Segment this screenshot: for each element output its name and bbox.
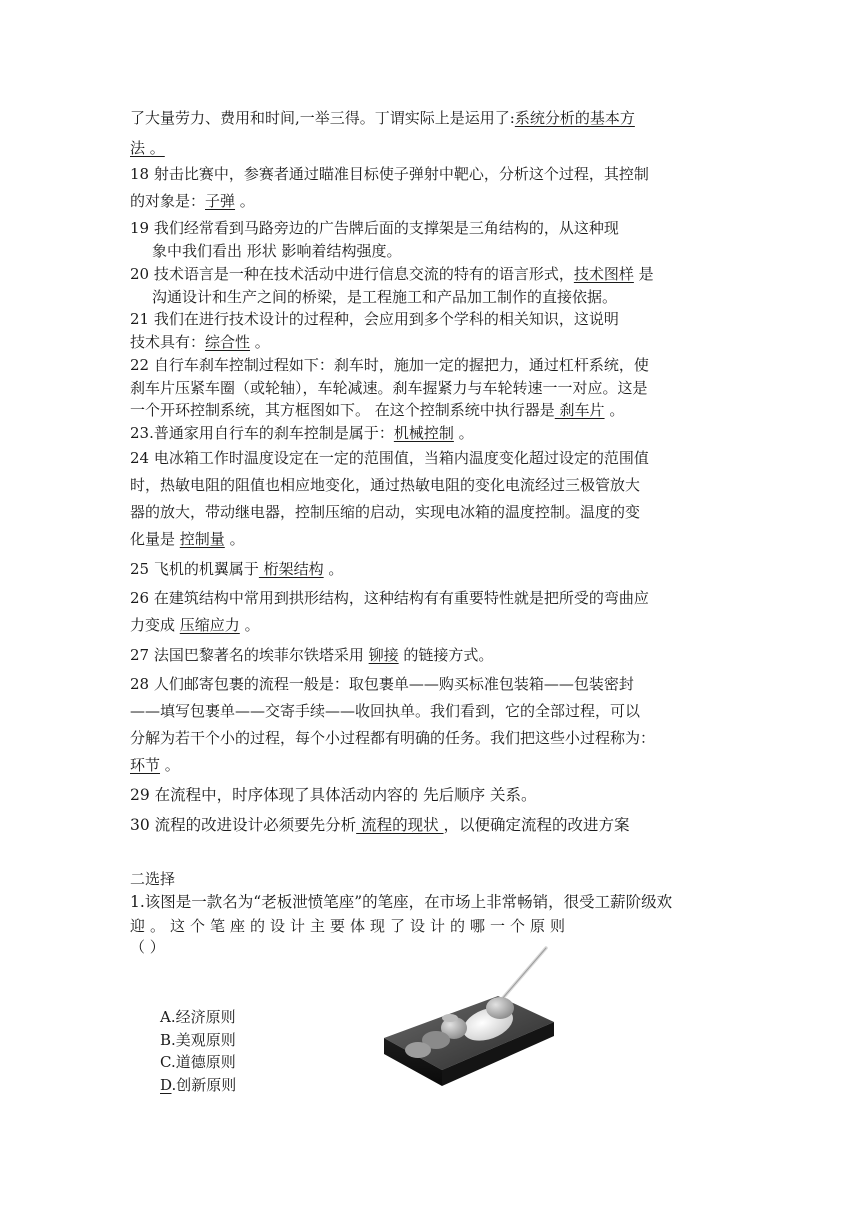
- answer-blank: 子弹: [205, 192, 236, 210]
- option-c: C.道德原则: [160, 1053, 236, 1071]
- text-line: 25 飞机的机翼属于 桁架结构 。: [130, 560, 344, 578]
- answer-blank: 铆接: [368, 646, 399, 664]
- text-line: 28 人们邮寄包裹的流程一般是：取包裹单——购买标准包装箱——包装密封: [130, 675, 634, 693]
- section-title: 二选择: [130, 870, 176, 888]
- answer-blank: 环节: [130, 756, 161, 774]
- question-text: 1.该图是一款名为“老板泄愤笔座”的笔座，在市场上非常畅销，很受工薪阶级欢: [130, 893, 673, 911]
- text-line: 刹车片压紧车圈（或轮轴），车轮减速。刹车握紧力与车轮转速一一对应。这是: [130, 379, 648, 397]
- text-line: 的对象是：子弹 。: [130, 192, 255, 210]
- text-line: 20 技术语言是一种在技术活动中进行信息交流的特有的语言形式，技术图样 是: [130, 265, 654, 283]
- option-a: A.经济原则: [160, 1008, 236, 1026]
- text-line: 化量是 控制量 。: [130, 530, 245, 548]
- text-line: 象中我们看出 形状 影响着结构强度。: [152, 242, 402, 260]
- text-line: 26 在建筑结构中常用到拱形结构，这种结构有有重要特性就是把所受的弯曲应: [130, 589, 649, 607]
- text-line: 19 我们经常看到马路旁边的广告牌后面的支撑架是三角结构的，从这种现: [130, 219, 619, 237]
- answer-blank: 法 。: [130, 139, 165, 157]
- answer-blank: 技术图样: [573, 265, 634, 283]
- answer-blank: 控制量: [179, 530, 225, 548]
- answer-blank: 压缩应力: [179, 616, 240, 634]
- answer-parentheses: （ ）: [130, 938, 165, 956]
- text-line: 环节 。: [130, 756, 180, 774]
- text-line: 了大量劳力、费用和时间,一举三得。丁谓实际上是运用了:系统分析的基本方: [130, 109, 635, 127]
- text-line: 力变成 压缩应力 。: [130, 616, 260, 634]
- answer-blank: 系统分析的基本方: [514, 109, 635, 127]
- answer-blank: 综合性: [205, 333, 251, 351]
- pen-holder-photo: [378, 936, 558, 1096]
- option-d: D.创新原则: [160, 1076, 237, 1094]
- text-line: 18 射击比赛中，参赛者通过瞄准目标使子弹射中靶心，分析这个过程，其控制: [130, 165, 649, 183]
- text-line: [130, 139, 165, 157]
- answer-blank: 机械控制: [393, 424, 454, 442]
- text-line: 29 在流程中，时序体现了具体活动内容的 先后顺序 关系。: [130, 786, 537, 804]
- answer-blank: 桁架结构: [258, 560, 324, 578]
- text-line: ——填写包裹单——交寄手续——收回执单。我们看到，它的全部过程，可以: [130, 702, 641, 720]
- text-line: 分解为若干个小的过程，每个小过程都有明确的任务。我们把这些小过程称为：: [130, 729, 656, 747]
- text-line: 30 流程的改进设计必须要先分析 流程的现状 ，以便确定流程的改进方案: [130, 816, 630, 834]
- text-line: 沟通设计和生产之间的桥梁，是工程施工和产品加工制作的直接依据。: [152, 288, 618, 306]
- option-b: B.美观原则: [160, 1031, 236, 1049]
- text-line: 技术具有：综合性 。: [130, 333, 270, 351]
- text-line: 23.普通家用自行车的刹车控制是属于：机械控制 。: [130, 424, 474, 442]
- text-line: 22 自行车刹车控制过程如下：刹车时，施加一定的握把力，通过杠杆系统，使: [130, 356, 649, 374]
- text-line: 器的放大，带动继电器，控制压缩的启动，实现电冰箱的温度控制。温度的变: [130, 503, 641, 521]
- answer-blank: 刹车片: [554, 401, 605, 419]
- text-line: 24 电冰箱工作时温度设定在一定的范围值，当箱内温度变化超过设定的范围值: [130, 449, 649, 467]
- text-line: 21 我们在进行技术设计的过程种，会应用到多个学科的相关知识，这说明: [130, 310, 619, 328]
- question-text: 迎。这个笔座的设计主要体现了设计的哪一个原则: [130, 917, 571, 935]
- text-line: 一个开环控制系统，其方框图如下。 在这个控制系统中执行器是 刹车片 。: [130, 401, 625, 419]
- text-line: 27 法国巴黎著名的埃菲尔铁塔采用 铆接 的链接方式。: [130, 646, 494, 664]
- text-line: 时，热敏电阻的阻值也相应地变化，通过热敏电阻的变化电流经过三极管放大: [130, 476, 641, 494]
- answer-blank: 流程的现状: [356, 816, 444, 834]
